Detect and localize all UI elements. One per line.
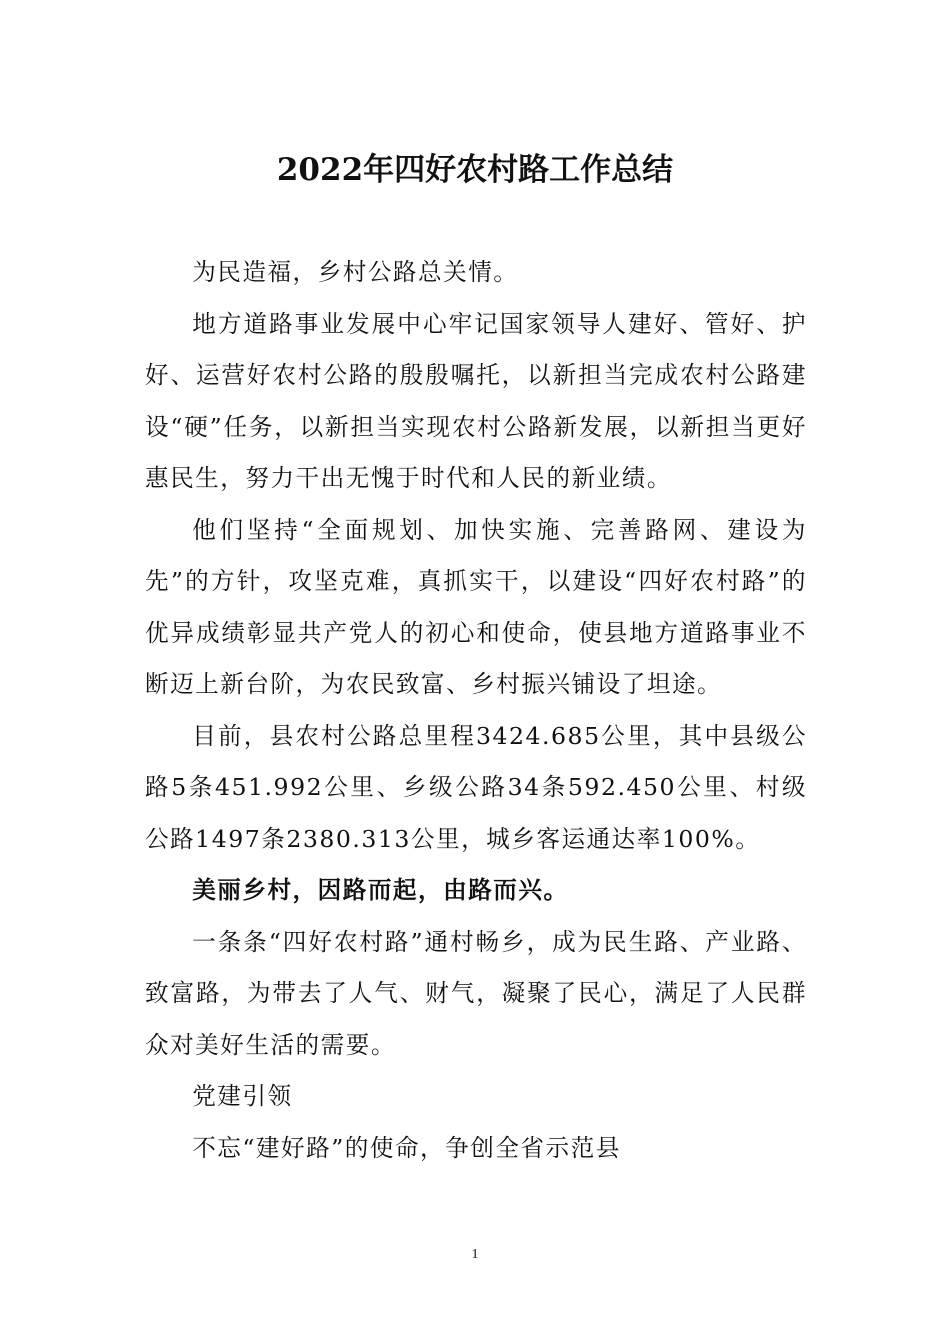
paragraph: 目前，县农村公路总里程3424.685公里，其中县级公路5条451.992公里、乡级公路34条592.450公里、村级公路1497条2380.313公里，城乡客运通达率100%。	[145, 721, 807, 853]
paragraph: 地方道路事业发展中心牢记国家领导人建好、管好、护好、运营好农村公路的殷殷嘱托，以新担当完成农村公路建设“硬”任务，以新担当实现农村公路新发展，以新担当更好惠民生，努力干出无愧于时代和人民的新业绩。	[145, 309, 807, 492]
paragraph: 一条条“四好农村路”通村畅乡，成为民生路、产业路、致富路，为带去了人气、财气，凝聚了民心，满足了人民群众对美好生活的需要。	[145, 927, 807, 1059]
paragraph-bold-heading: 美丽乡村，因路而起，由路而兴。	[192, 876, 569, 904]
page-number: 1	[471, 1247, 479, 1262]
paragraph: 为民造福，乡村公路总关情。	[192, 258, 519, 286]
paragraph: 他们坚持“全面规划、加快实施、完善路网、建设为先”的方针，攻坚克难，真抓实干，以建设“四好农村路”的优异成绩彰显共产党人的初心和使命，使县地方道路事业不断迈上新台阶，为农民致富、乡村振兴铺设了坦途。	[145, 515, 807, 698]
document-title: 2022年四好农村路工作总结	[276, 152, 674, 188]
document-body	[145, 247, 807, 1174]
paragraph-section-heading: 党建引领	[192, 1082, 293, 1110]
paragraph-subheading: 不忘“建好路”的使命，争创全省示范县	[192, 1133, 621, 1162]
